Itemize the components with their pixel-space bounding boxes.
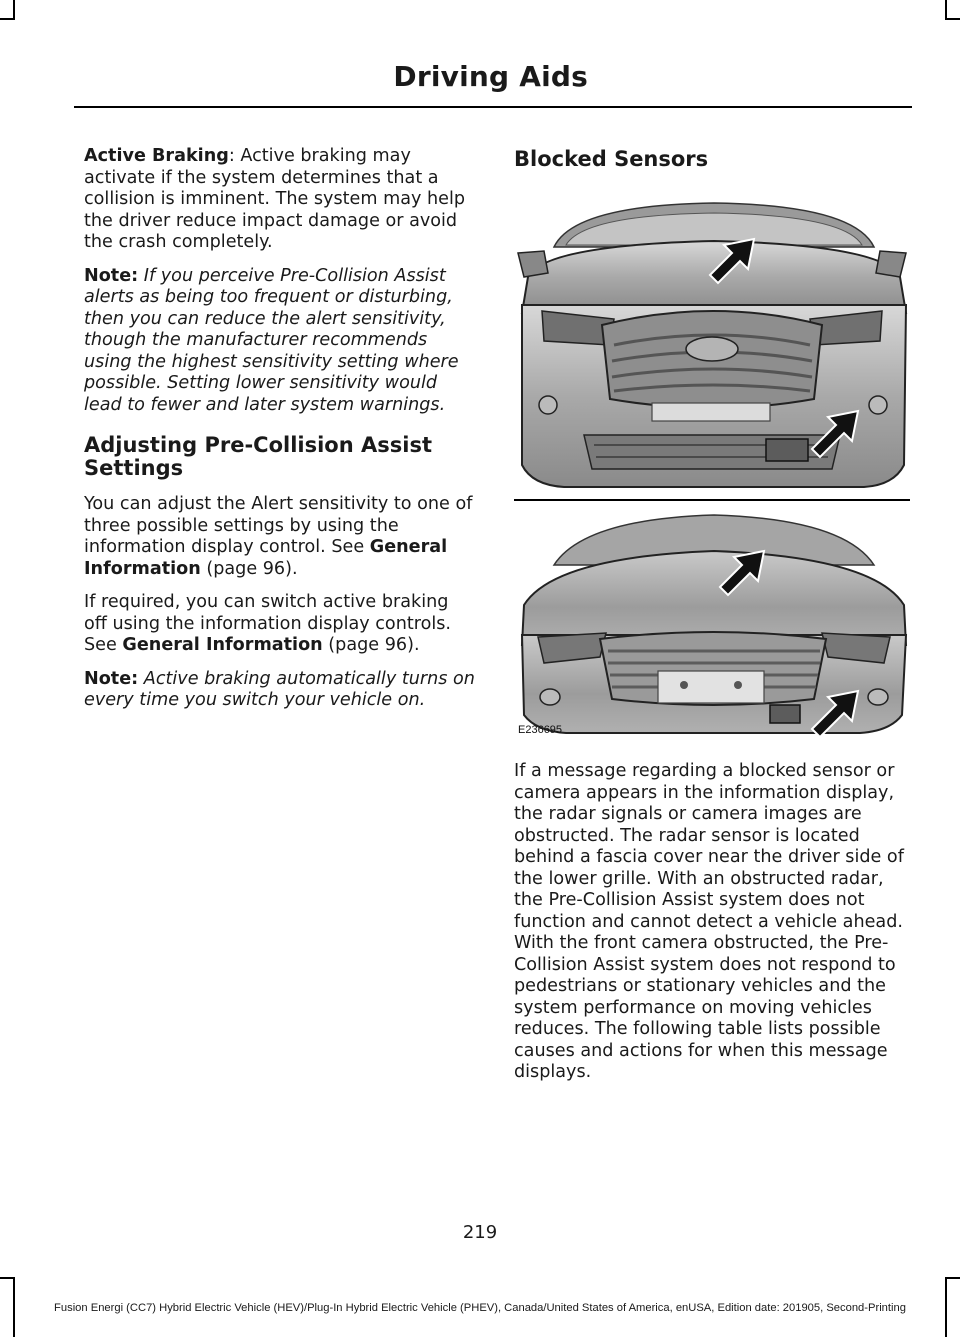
crop-mark [945,0,947,20]
page-reference: (page 96). [322,635,420,655]
footer-text: Fusion Energi (CC7) Hybrid Electric Vehicle (HEV)/Plug-In Hybrid Electric Vehicle (PHEV), Canada/United States of America, enUSA, Edition date: 201905, Second-Printing [54,1302,906,1314]
sensor-location-figure [514,185,910,737]
active-braking-text: : Active braking may activate if the system determines that a collision is imminent. The system may help the driver reduce impact damage or avoid the crash completely. [84,146,466,252]
sedan-front-view [522,515,906,737]
section-heading-blocked-sensors: Blocked Sensors [514,147,709,171]
page-title: Driving Aids [393,60,588,93]
note-label: Note: [84,668,139,689]
section-heading-adjusting: Adjusting Pre-Collision Assist Settings [84,433,432,480]
header-divider [74,106,912,108]
paragraph-text: You can adjust the Alert sensitivity to one of three possible settings by using the information display control. See [84,494,473,557]
crop-mark [946,18,960,20]
note-label: Note: [84,265,139,286]
note-text: Active braking automatically turns on every time you switch your vehicle on. [84,668,475,710]
suv-front-view [514,185,910,497]
figure-divider [514,499,910,501]
general-information-link[interactable]: General Information [122,635,323,655]
paragraph-text: If required, you can switch active braking off using the information display controls. See [84,592,452,655]
active-braking-term: Active Braking [84,146,229,166]
adjust-sensitivity-paragraph [84,494,476,580]
page-reference: (page 96). [200,558,298,579]
crop-mark [0,18,14,20]
general-information-link[interactable]: General Information [84,537,448,579]
note-sensitivity [84,266,476,417]
crop-mark [0,1277,14,1279]
vehicle-illustration [514,185,910,737]
switch-off-paragraph [84,592,476,657]
note-active-braking [84,669,476,712]
crop-mark [946,1277,960,1279]
blocked-sensors-paragraph: If a message regarding a blocked sensor or camera appears in the information display, the radar signals or camera images are obstructed. The radar sensor is located behind a fascia cover near the driver side of the lower grille. With an obstructed radar, the Pre-Collision Assist system does not function and cannot detect a vehicle ahead. With the front camera obstructed, the Pre-Collision Assist system does not respond to pedestrians or stationary vehicles and the system performance on moving vehicles reduces. The following table lists possible causes and actions for when this message displays. [514,761,904,1082]
figure-code: E236695 [518,724,563,736]
left-column [84,146,476,724]
crop-mark [13,0,15,20]
page-number: 219 [462,1222,498,1243]
note-text: If you perceive Pre-Collision Assist alerts as being too frequent or disturbing, then you can reduce the alert sensitivity, though the manufacturer recommends using the highest sensitivity setting where possible. Setting lower sensitivity would lead to fewer and later system warnings. [84,265,459,415]
active-braking-paragraph [84,146,476,254]
right-column [514,146,910,1096]
